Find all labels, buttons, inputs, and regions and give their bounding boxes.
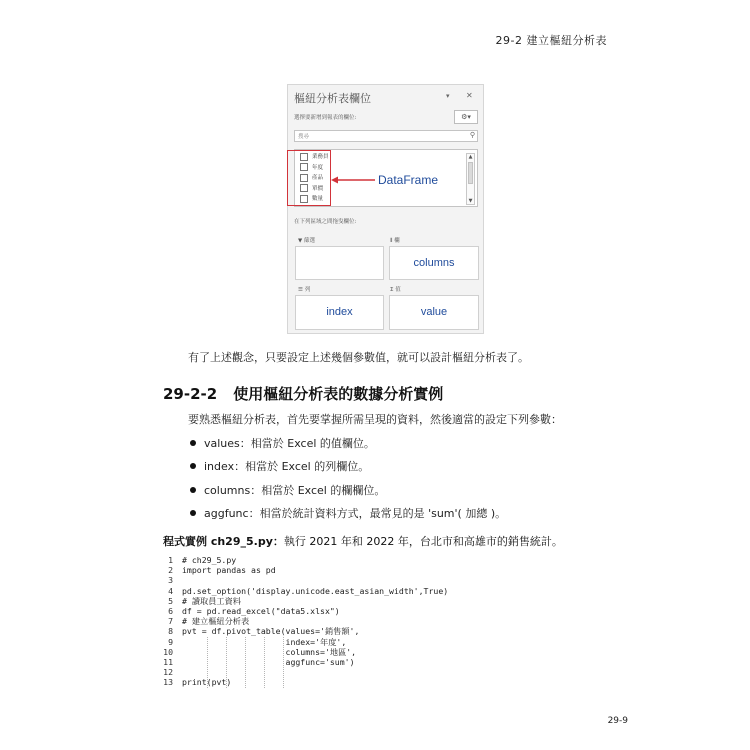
scroll-up-icon[interactable]: ▲ xyxy=(468,154,473,160)
search-placeholder: 搜尋 xyxy=(298,134,310,140)
pivot-field-panel xyxy=(287,84,484,334)
field-item[interactable]: 數量 xyxy=(300,194,323,204)
example-title xyxy=(163,533,563,549)
page-number: 29-9 xyxy=(607,716,628,726)
code-line: 11 aggfunc='sum') xyxy=(163,656,355,667)
values-value: value xyxy=(420,306,448,318)
indent-guide xyxy=(264,637,265,688)
choose-fields-label: 選擇要新增到報表的欄位: xyxy=(294,115,357,121)
code-line: 8 pvt = df.pivot_table(values='銷售額', xyxy=(168,626,360,637)
code-line: 1 # ch29_5.py xyxy=(168,555,237,565)
field-item[interactable]: 產品 xyxy=(300,173,323,183)
rows-area-header: ☰ 列 xyxy=(298,287,311,293)
highlight-box xyxy=(287,150,331,206)
search-input[interactable] xyxy=(294,130,478,142)
code-line: 4 pd.set_option('display.unicode.east_asian_width',True) xyxy=(168,585,449,596)
indent-guide xyxy=(283,637,284,688)
code-line: 9 index='年度', xyxy=(168,636,347,647)
close-icon[interactable]: ✕ xyxy=(466,91,473,100)
rows-value: index xyxy=(326,306,353,318)
rows-icon: ☰ xyxy=(298,287,303,293)
values-drop-area[interactable] xyxy=(389,295,479,330)
columns-icon: ⦀ xyxy=(390,238,393,244)
indent-guide xyxy=(226,637,227,688)
code-listing xyxy=(163,555,448,687)
bullet-icon xyxy=(190,463,196,469)
scrollbar[interactable] xyxy=(466,153,475,205)
rows-drop-area[interactable] xyxy=(295,295,384,330)
code-line: 2 import pandas as pd xyxy=(168,565,276,576)
indent-guide xyxy=(207,637,208,688)
list-item: values：相當於 Excel 的值欄位。 xyxy=(204,437,375,450)
code-line: 5 # 讀取員工資料 xyxy=(168,595,241,606)
code-line: 3 xyxy=(168,575,173,586)
bullet-icon xyxy=(190,510,196,516)
section-title: 使用樞紐分析表的數據分析實例 xyxy=(233,385,444,403)
arrow-left-icon xyxy=(331,175,375,185)
field-item[interactable]: 年度 xyxy=(300,163,323,173)
field-item[interactable]: 單價 xyxy=(300,184,323,194)
sigma-icon: Σ xyxy=(390,287,394,293)
filters-drop-area[interactable] xyxy=(295,246,384,280)
list-item: index：相當於 Excel 的列欄位。 xyxy=(204,460,370,473)
columns-value: columns xyxy=(413,257,455,269)
list-item: columns：相當於 Excel 的欄欄位。 xyxy=(204,484,386,497)
paragraph: 要熟悉樞紐分析表，首先要掌握所需呈現的資料，然後適當的設定下列參數： xyxy=(188,413,562,426)
drag-areas-label: 在下列區域之間拖曳欄位: xyxy=(294,219,357,225)
section-number: 29-2-2 xyxy=(163,385,218,403)
columns-area-header: ⦀ 欄 xyxy=(390,238,400,244)
running-header: 29-2 建立樞紐分析表 xyxy=(495,34,607,47)
section-heading xyxy=(163,383,443,404)
values-area-header: Σ 值 xyxy=(390,287,401,293)
filter-icon: ▼ xyxy=(298,238,303,244)
code-line: 13 print(pvt) xyxy=(163,677,232,688)
columns-drop-area[interactable] xyxy=(389,246,479,280)
filters-area-header: ▼ 篩選 xyxy=(298,238,315,244)
code-line: 10 columns='地區', xyxy=(163,646,357,657)
dataframe-label: DataFrame xyxy=(378,173,439,187)
gear-icon[interactable]: ⚙▾ xyxy=(454,110,478,124)
field-item[interactable]: 業務員 xyxy=(300,152,329,162)
code-line: 12 xyxy=(163,667,173,678)
scroll-thumb[interactable] xyxy=(468,162,473,184)
scroll-down-icon[interactable]: ▼ xyxy=(468,198,473,204)
panel-title: 樞紐分析表欄位 xyxy=(294,92,371,105)
code-line: 7 # 建立樞紐分析表 xyxy=(168,616,250,627)
example-label: 程式實例 ch29_5.py： xyxy=(163,535,284,548)
code-line: 6 df = pd.read_excel("data5.xlsx") xyxy=(168,605,340,616)
chevron-down-icon[interactable]: ▾ xyxy=(446,92,450,100)
list-item: aggfunc：相當於統計資料方式，最常見的是 'sum'( 加總 )。 xyxy=(204,507,507,520)
search-icon[interactable]: ⚲ xyxy=(469,131,475,139)
paragraph: 有了上述觀念，只要設定上述幾個參數值，就可以設計樞紐分析表了。 xyxy=(188,351,529,364)
indent-guide xyxy=(245,637,246,688)
bullet-icon xyxy=(190,440,196,446)
bullet-icon xyxy=(190,487,196,493)
example-description: 執行 2021 年和 2022 年，台北市和高雄市的銷售統計。 xyxy=(283,535,563,548)
